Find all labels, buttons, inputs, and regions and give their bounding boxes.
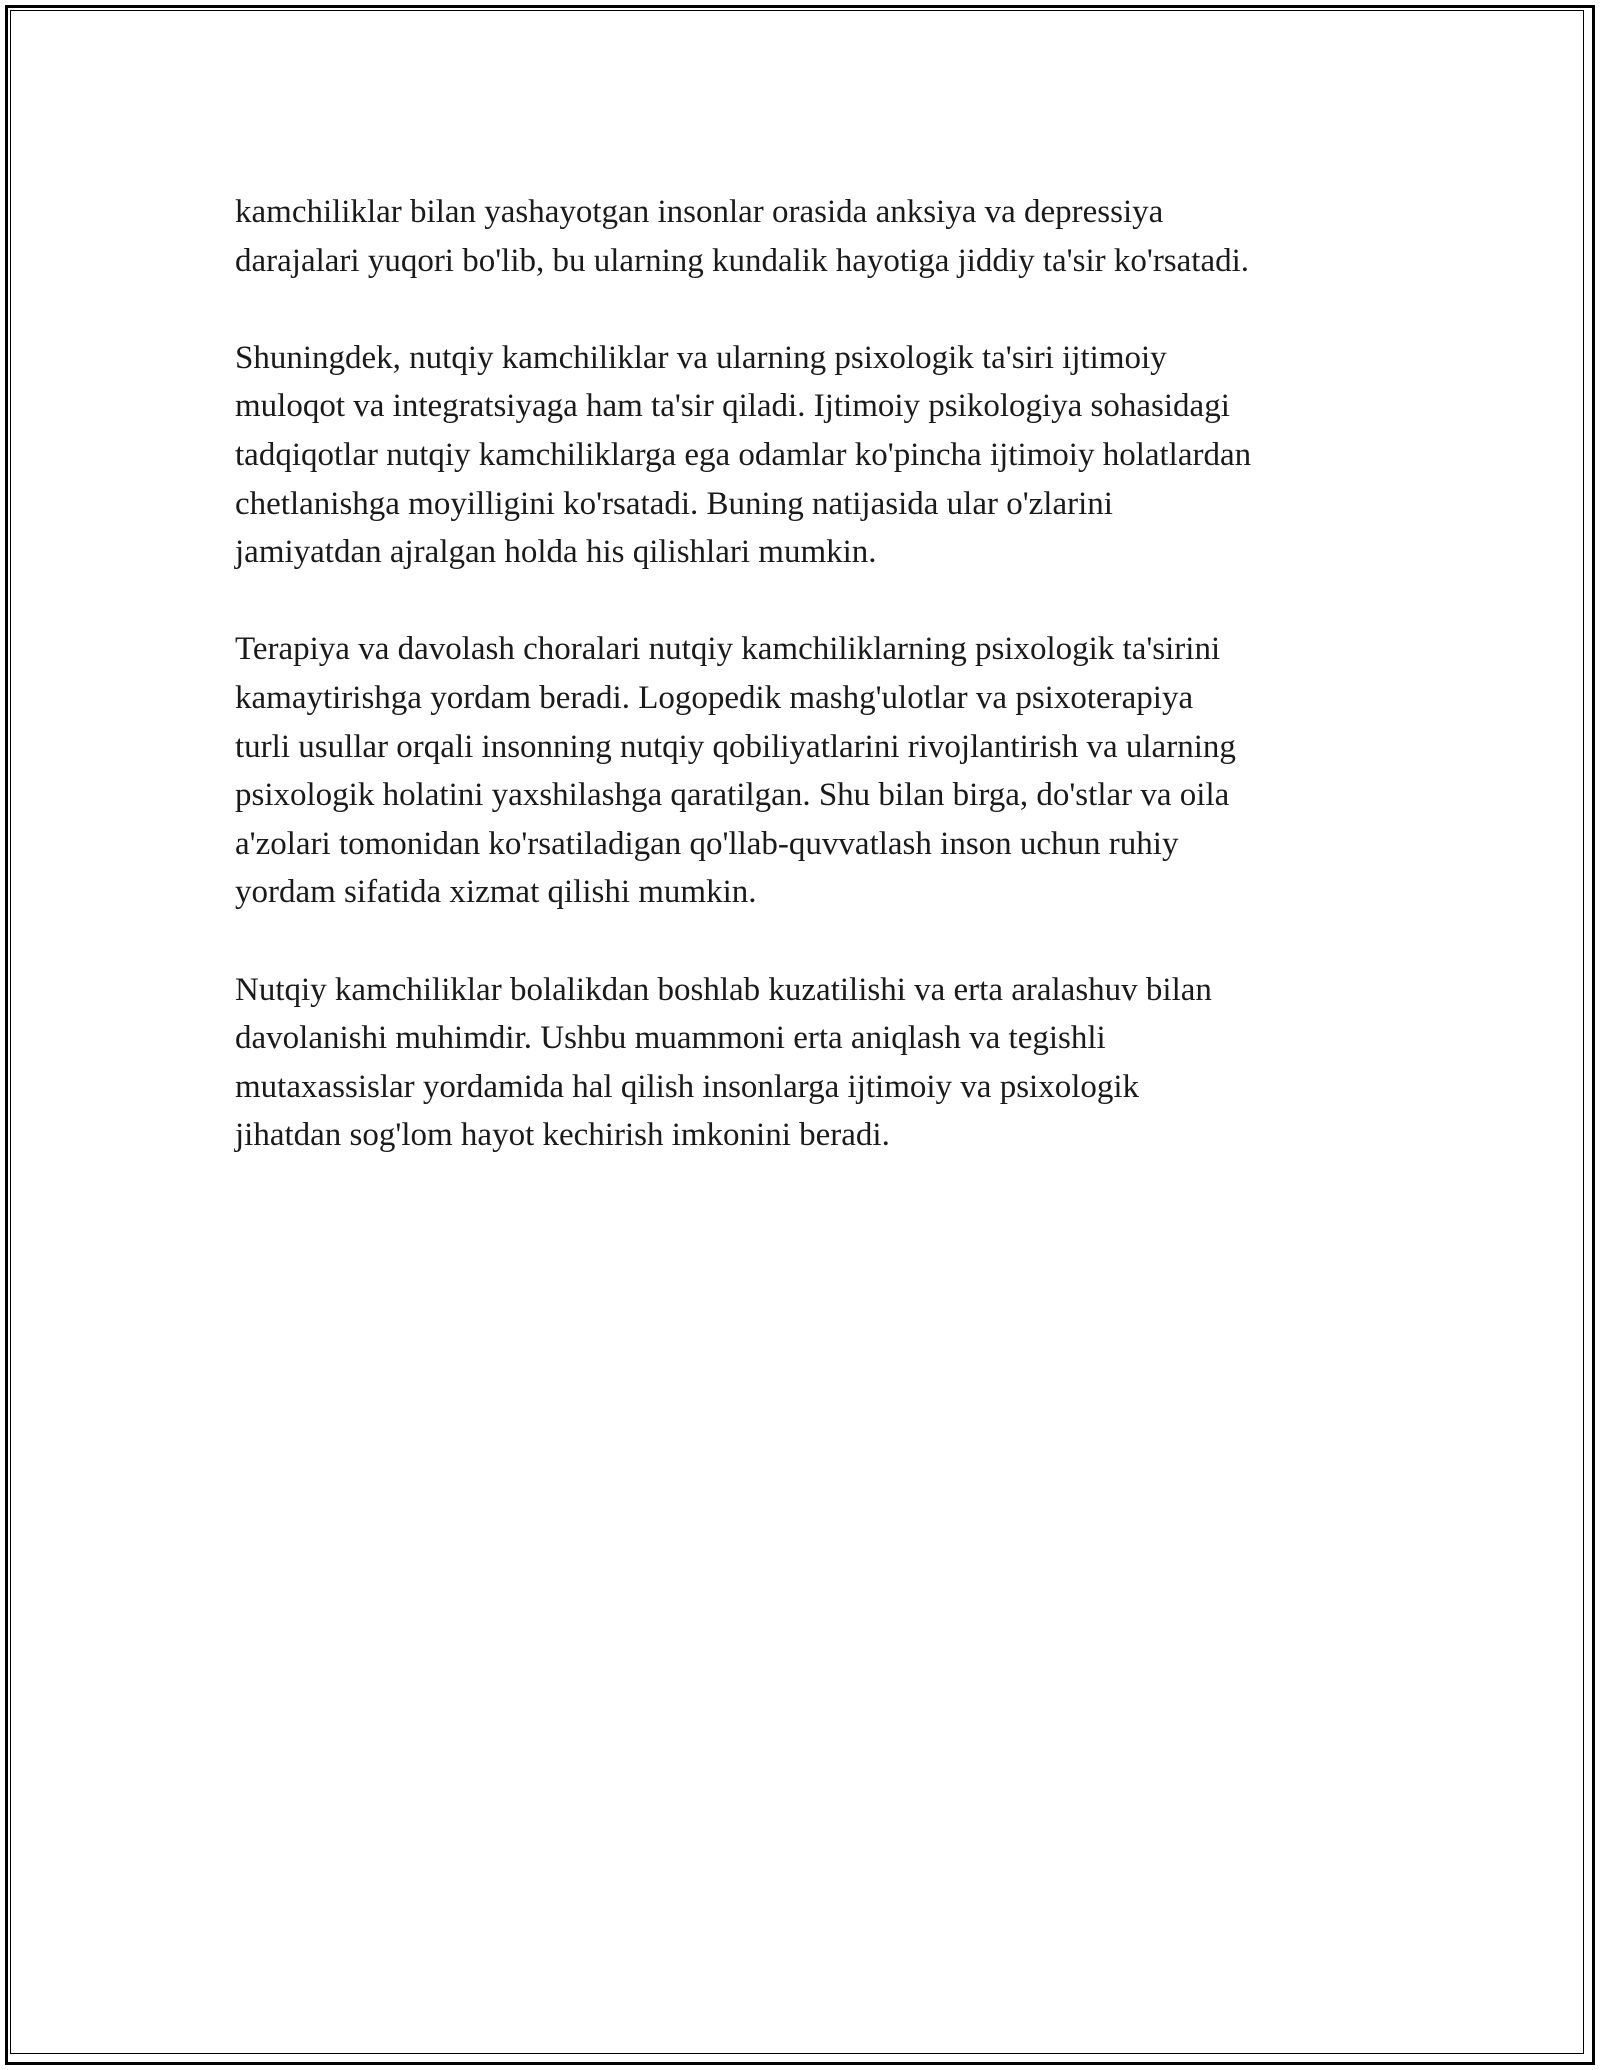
paragraph-3: Terapiya va davolash choralari nutqiy kamchiliklarning psixologik ta'sirini kamaytirishga yordam beradi. Logopedik mashg'ulotlar va psixoterapiya turli usullar orqali insonning nutqiy qobiliyatlarini rivojlantirish va ularning psixologik holatini yaxshilashga qaratilgan. Shu bilan birga, do'stlar va oila a'zolari tomonidan ko'rsatiladigan qo'llab-quvvatlash inson uchun ruhiy yordam sifatida xizmat qilishi mumkin. — [235, 631, 1236, 911]
paragraph-2: Shuningdek, nutqiy kamchiliklar va ularning psixologik ta'siri ijtimoiy muloqot va integratsiyaga ham ta'sir qiladi. Ijtimoiy psikologiya sohasidagi tadqiqotlar nutqiy kamchiliklarga ega odamlar ko'pincha ijtimoiy holatlardan chetlanishga moyilligini ko'rsatadi. Buning natijasida ular o'zlarini jamiyatdan ajralgan holda his qilishlari mumkin. — [235, 339, 1252, 571]
paragraph-4: Nutqiy kamchiliklar bolalikdan boshlab kuzatilishi va erta aralashuv bilan davolanishi muhimdir. Ushbu muammoni erta aniqlash va tegishli mutaxassislar yordamida hal qilish insonlarga ijtimoiy va psixologik jihatdan sog'lom hayot kechirish imkonini beradi. — [235, 971, 1212, 1154]
paragraph-1: kamchiliklar bilan yashayotgan insonlar orasida anksiya va depressiya darajalari yuqori bo'lib, bu ularning kundalik hayotiga jiddiy ta'sir ko'rsatadi. — [235, 194, 1250, 279]
document-body — [235, 188, 1395, 1208]
